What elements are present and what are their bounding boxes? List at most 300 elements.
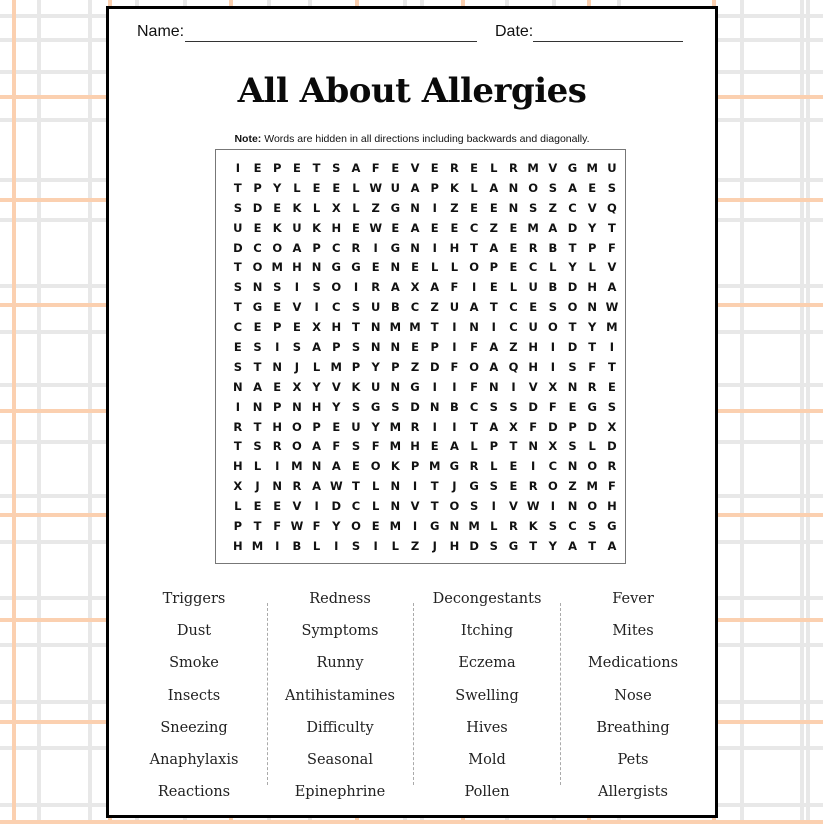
grid-letter[interactable]: O (587, 459, 598, 474)
grid-letter[interactable]: C (332, 300, 341, 315)
grid-letter[interactable]: S (391, 399, 400, 414)
grid-letter[interactable]: I (491, 320, 496, 335)
grid-letter[interactable]: X (331, 200, 341, 215)
grid-letter[interactable]: N (311, 459, 322, 474)
grid-letter[interactable]: E (489, 280, 498, 295)
grid-letter[interactable]: U (390, 180, 401, 195)
grid-letter[interactable]: V (528, 379, 538, 394)
grid-letter[interactable]: S (568, 359, 577, 374)
grid-letter[interactable]: K (312, 220, 322, 235)
grid-letter[interactable]: F (332, 439, 341, 454)
grid-letter[interactable]: E (411, 339, 419, 354)
grid-letter[interactable]: N (272, 359, 283, 374)
grid-letter[interactable]: O (370, 459, 381, 474)
grid-letter[interactable]: I (491, 499, 496, 514)
grid-letter[interactable]: O (331, 280, 342, 295)
grid-letter[interactable]: E (509, 240, 518, 255)
grid-letter[interactable]: S (529, 200, 538, 215)
grid-letter[interactable]: O (449, 499, 460, 514)
grid-letter[interactable]: A (548, 220, 558, 235)
grid-letter[interactable]: N (252, 280, 263, 295)
grid-letter[interactable]: M (428, 459, 441, 474)
grid-letter[interactable]: F (371, 439, 380, 454)
grid-letter[interactable]: A (607, 538, 617, 553)
grid-letter[interactable]: K (272, 220, 282, 235)
grid-letter[interactable]: O (469, 359, 479, 374)
grid-letter[interactable]: A (449, 439, 459, 454)
grid-letter[interactable]: H (587, 280, 598, 295)
grid-letter[interactable]: I (235, 399, 240, 414)
grid-letter[interactable]: F (529, 419, 538, 434)
grid-letter[interactable]: N (311, 260, 322, 275)
grid-letter[interactable]: N (233, 379, 243, 394)
grid-letter[interactable]: S (233, 280, 242, 295)
grid-letter[interactable]: U (528, 320, 538, 335)
grid-letter[interactable]: K (292, 200, 302, 215)
grid-letter[interactable]: O (547, 320, 558, 335)
grid-letter[interactable]: L (352, 200, 360, 215)
grid-letter[interactable]: A (489, 419, 499, 434)
grid-letter[interactable]: T (352, 479, 360, 494)
grid-letter[interactable]: I (432, 240, 437, 255)
grid-letter[interactable]: T (430, 499, 439, 514)
grid-letter[interactable]: E (292, 160, 301, 175)
grid-letter[interactable]: F (450, 280, 459, 295)
grid-letter[interactable]: E (430, 160, 439, 175)
grid-letter[interactable]: B (450, 399, 459, 414)
grid-letter[interactable]: P (391, 359, 400, 374)
grid-letter[interactable]: F (588, 359, 597, 374)
grid-letter[interactable]: P (233, 518, 243, 533)
grid-letter[interactable]: L (352, 180, 360, 195)
grid-letter[interactable]: Z (371, 200, 380, 215)
grid-letter[interactable]: M (271, 260, 283, 275)
grid-letter[interactable]: M (409, 320, 421, 335)
grid-letter[interactable]: C (568, 518, 577, 533)
grid-letter[interactable]: T (470, 240, 479, 255)
grid-letter[interactable]: A (292, 240, 302, 255)
grid-letter[interactable]: I (235, 160, 240, 175)
grid-letter[interactable]: T (529, 538, 538, 553)
grid-letter[interactable]: N (449, 518, 460, 533)
grid-letter[interactable]: B (548, 280, 558, 295)
grid-letter[interactable]: Y (588, 320, 597, 335)
grid-letter[interactable]: X (548, 379, 558, 394)
grid-letter[interactable]: E (253, 320, 262, 335)
grid-letter[interactable]: E (273, 379, 282, 394)
grid-letter[interactable]: S (568, 439, 577, 454)
grid-letter[interactable]: A (410, 180, 420, 195)
grid-letter[interactable]: T (588, 538, 597, 553)
grid-letter[interactable]: S (233, 359, 242, 374)
grid-letter[interactable]: L (490, 518, 498, 533)
grid-letter[interactable]: N (390, 379, 401, 394)
grid-letter[interactable]: C (469, 399, 479, 414)
grid-letter[interactable]: R (528, 479, 538, 494)
grid-letter[interactable]: R (371, 280, 381, 295)
grid-letter[interactable]: N (567, 499, 578, 514)
grid-letter[interactable]: E (233, 339, 242, 354)
grid-letter[interactable]: A (430, 280, 440, 295)
grid-letter[interactable]: C (410, 300, 420, 315)
grid-letter[interactable]: E (352, 459, 360, 474)
grid-letter[interactable]: F (607, 479, 616, 494)
grid-letter[interactable]: P (273, 399, 282, 414)
grid-letter[interactable]: V (548, 160, 558, 175)
grid-letter[interactable]: Z (568, 479, 577, 494)
grid-letter[interactable]: I (314, 300, 319, 315)
grid-letter[interactable]: R (469, 459, 479, 474)
grid-letter[interactable]: X (410, 280, 420, 295)
grid-letter[interactable]: N (252, 399, 263, 414)
grid-letter[interactable]: L (470, 439, 478, 454)
grid-letter[interactable]: S (489, 538, 498, 553)
grid-letter[interactable]: N (390, 499, 401, 514)
grid-letter[interactable]: L (312, 538, 321, 553)
grid-letter[interactable]: D (567, 339, 578, 354)
grid-letter[interactable]: E (588, 180, 597, 195)
grid-letter[interactable]: L (312, 359, 321, 374)
grid-letter[interactable]: I (452, 320, 457, 335)
grid-letter[interactable]: I (452, 339, 457, 354)
grid-letter[interactable]: U (233, 220, 243, 235)
grid-letter[interactable]: E (312, 180, 321, 195)
grid-letter[interactable]: Q (508, 359, 519, 374)
grid-letter[interactable]: C (233, 320, 243, 335)
grid-letter[interactable]: V (587, 200, 597, 215)
grid-letter[interactable]: K (390, 459, 400, 474)
grid-letter[interactable]: E (371, 518, 380, 533)
grid-letter[interactable]: T (312, 160, 321, 175)
grid-letter[interactable]: I (373, 538, 378, 553)
grid-letter[interactable]: S (332, 160, 341, 175)
grid-letter[interactable]: H (607, 499, 617, 514)
grid-letter[interactable]: R (449, 160, 459, 175)
grid-letter[interactable]: O (469, 260, 479, 275)
grid-letter[interactable]: H (410, 439, 420, 454)
grid-letter[interactable]: P (273, 160, 282, 175)
grid-letter[interactable]: C (253, 240, 262, 255)
grid-letter[interactable]: T (588, 339, 597, 354)
grid-letter[interactable]: J (294, 359, 300, 374)
grid-letter[interactable]: V (509, 499, 518, 514)
grid-letter[interactable]: G (370, 399, 381, 414)
grid-letter[interactable]: A (607, 280, 617, 295)
grid-letter[interactable]: D (607, 439, 617, 454)
grid-letter[interactable]: A (489, 359, 499, 374)
grid-letter[interactable]: I (373, 240, 378, 255)
grid-letter[interactable]: T (607, 359, 616, 374)
grid-letter[interactable]: S (489, 479, 498, 494)
grid-letter[interactable]: H (528, 339, 538, 354)
grid-letter[interactable]: H (528, 359, 538, 374)
grid-letter[interactable]: L (371, 499, 380, 514)
grid-letter[interactable]: P (568, 419, 577, 434)
grid-letter[interactable]: T (253, 419, 262, 434)
grid-letter[interactable]: N (370, 339, 381, 354)
grid-letter[interactable]: R (509, 160, 518, 175)
grid-letter[interactable]: E (607, 379, 616, 394)
grid-letter[interactable]: T (253, 518, 262, 533)
grid-letter[interactable]: T (607, 220, 616, 235)
grid-letter[interactable]: F (273, 518, 282, 533)
grid-letter[interactable]: G (410, 379, 420, 394)
grid-letter[interactable]: F (371, 160, 380, 175)
grid-letter[interactable]: D (252, 200, 263, 215)
grid-letter[interactable]: L (253, 459, 262, 474)
grid-letter[interactable]: A (410, 220, 420, 235)
grid-letter[interactable]: N (370, 320, 381, 335)
grid-letter[interactable]: S (509, 399, 518, 414)
grid-letter[interactable]: M (527, 220, 539, 235)
grid-letter[interactable]: B (390, 300, 400, 315)
grid-letter[interactable]: L (293, 180, 301, 195)
grid-letter[interactable]: Y (371, 419, 380, 434)
grid-letter[interactable]: S (548, 300, 557, 315)
grid-letter[interactable]: M (291, 459, 303, 474)
grid-letter[interactable]: G (331, 260, 341, 275)
grid-letter[interactable]: V (292, 499, 302, 514)
grid-letter[interactable]: L (450, 260, 459, 275)
grid-letter[interactable]: M (527, 160, 539, 175)
grid-letter[interactable]: T (233, 300, 242, 315)
grid-letter[interactable]: T (233, 180, 242, 195)
grid-letter[interactable]: I (550, 499, 555, 514)
grid-letter[interactable]: E (489, 200, 498, 215)
grid-letter[interactable]: X (233, 479, 243, 494)
grid-letter[interactable]: Z (489, 220, 498, 235)
grid-letter[interactable]: F (548, 399, 557, 414)
grid-letter[interactable]: W (290, 518, 304, 533)
grid-letter[interactable]: H (233, 459, 243, 474)
grid-letter[interactable]: F (607, 240, 616, 255)
grid-letter[interactable]: E (332, 419, 341, 434)
grid-letter[interactable]: G (607, 518, 617, 533)
grid-letter[interactable]: P (351, 359, 361, 374)
grid-letter[interactable]: E (509, 459, 518, 474)
grid-letter[interactable]: S (253, 439, 262, 454)
grid-letter[interactable]: A (390, 280, 400, 295)
grid-letter[interactable]: N (429, 399, 440, 414)
grid-letter[interactable]: T (430, 320, 439, 335)
grid-letter[interactable]: R (351, 240, 361, 255)
grid-letter[interactable]: E (509, 260, 518, 275)
grid-letter[interactable]: R (528, 240, 538, 255)
grid-letter[interactable]: A (489, 339, 499, 354)
grid-letter[interactable]: D (587, 419, 597, 434)
grid-letter[interactable]: I (275, 459, 280, 474)
grid-letter[interactable]: S (548, 518, 557, 533)
grid-letter[interactable]: D (410, 399, 420, 414)
grid-letter[interactable]: P (410, 459, 420, 474)
grid-letter[interactable]: N (587, 300, 598, 315)
grid-letter[interactable]: H (292, 260, 302, 275)
grid-letter[interactable]: E (253, 220, 262, 235)
grid-letter[interactable]: M (330, 359, 342, 374)
grid-letter[interactable]: I (432, 200, 437, 215)
grid-letter[interactable]: V (607, 260, 617, 275)
grid-letter[interactable]: D (233, 240, 243, 255)
grid-letter[interactable]: O (587, 499, 598, 514)
grid-letter[interactable]: Y (568, 260, 577, 275)
grid-letter[interactable]: J (452, 479, 457, 494)
grid-letter[interactable]: Y (548, 538, 557, 553)
grid-letter[interactable]: N (410, 240, 420, 255)
grid-letter[interactable]: X (548, 439, 558, 454)
date-field-line[interactable] (533, 41, 683, 42)
grid-letter[interactable]: D (548, 419, 558, 434)
grid-letter[interactable]: Z (410, 359, 420, 374)
grid-letter[interactable]: S (351, 339, 361, 354)
grid-letter[interactable]: O (528, 180, 539, 195)
grid-letter[interactable]: C (548, 459, 558, 474)
grid-letter[interactable]: I (432, 379, 437, 394)
grid-letter[interactable]: L (588, 439, 596, 454)
grid-letter[interactable]: U (449, 300, 460, 315)
grid-letter[interactable]: L (234, 499, 242, 514)
grid-letter[interactable]: S (351, 399, 361, 414)
grid-letter[interactable]: E (411, 260, 419, 275)
grid-letter[interactable]: E (391, 160, 400, 175)
grid-letter[interactable]: A (568, 538, 577, 553)
grid-letter[interactable]: Q (607, 200, 617, 215)
grid-letter[interactable]: S (607, 399, 617, 414)
grid-letter[interactable]: G (449, 459, 460, 474)
grid-letter[interactable]: D (331, 499, 342, 514)
grid-letter[interactable]: U (370, 379, 381, 394)
grid-letter[interactable]: W (605, 300, 619, 315)
grid-letter[interactable]: A (489, 240, 499, 255)
grid-letter[interactable]: P (253, 180, 262, 195)
grid-letter[interactable]: G (469, 479, 479, 494)
grid-letter[interactable]: X (607, 419, 617, 434)
grid-letter[interactable]: W (526, 499, 540, 514)
grid-letter[interactable]: W (329, 479, 343, 494)
grid-letter[interactable]: E (568, 399, 577, 414)
grid-letter[interactable]: P (430, 339, 439, 354)
grid-letter[interactable]: X (509, 419, 518, 434)
grid-letter[interactable]: N (567, 459, 578, 474)
grid-letter[interactable]: D (567, 280, 578, 295)
grid-letter[interactable]: T (509, 439, 518, 454)
grid-letter[interactable]: Y (332, 399, 341, 414)
grid-letter[interactable]: X (292, 379, 302, 394)
grid-letter[interactable]: C (568, 200, 577, 215)
grid-letter[interactable]: I (550, 339, 555, 354)
grid-letter[interactable]: E (253, 160, 262, 175)
grid-letter[interactable]: E (371, 260, 380, 275)
grid-letter[interactable]: M (251, 538, 264, 553)
grid-letter[interactable]: V (331, 379, 341, 394)
grid-letter[interactable]: E (509, 479, 518, 494)
grid-letter[interactable]: D (429, 359, 440, 374)
grid-letter[interactable]: N (272, 479, 283, 494)
grid-letter[interactable]: D (528, 399, 538, 414)
grid-letter[interactable]: Y (332, 518, 341, 533)
grid-letter[interactable]: P (489, 260, 498, 275)
grid-letter[interactable]: R (292, 479, 302, 494)
grid-letter[interactable]: G (508, 538, 519, 553)
grid-letter[interactable]: U (607, 160, 617, 175)
grid-letter[interactable]: Z (509, 339, 518, 354)
grid-letter[interactable]: O (351, 518, 361, 533)
grid-letter[interactable]: S (233, 200, 242, 215)
grid-letter[interactable]: F (470, 379, 479, 394)
grid-letter[interactable]: C (332, 240, 341, 255)
grid-letter[interactable]: M (389, 518, 402, 533)
grid-letter[interactable]: A (351, 160, 361, 175)
grid-letter[interactable]: Z (548, 200, 558, 215)
grid-letter[interactable]: R (587, 379, 597, 394)
grid-letter[interactable]: I (412, 479, 418, 494)
grid-letter[interactable]: S (489, 399, 498, 414)
grid-letter[interactable]: M (389, 419, 402, 434)
grid-letter[interactable]: P (430, 180, 439, 195)
grid-letter[interactable]: S (469, 499, 479, 514)
grid-letter[interactable]: U (351, 419, 361, 434)
grid-letter[interactable]: E (253, 499, 262, 514)
grid-letter[interactable]: R (233, 419, 243, 434)
grid-letter[interactable]: E (332, 180, 341, 195)
grid-letter[interactable]: H (233, 538, 243, 553)
grid-letter[interactable]: N (508, 180, 519, 195)
grid-letter[interactable]: Y (273, 180, 282, 195)
grid-letter[interactable]: N (488, 379, 499, 394)
grid-letter[interactable]: L (312, 200, 321, 215)
grid-letter[interactable]: Z (430, 300, 439, 315)
grid-letter[interactable]: O (292, 439, 302, 454)
grid-letter[interactable]: K (351, 379, 361, 394)
grid-letter[interactable]: E (430, 439, 439, 454)
grid-letter[interactable]: S (607, 180, 617, 195)
grid-letter[interactable]: O (292, 419, 302, 434)
grid-letter[interactable]: A (331, 459, 341, 474)
grid-letter[interactable]: T (470, 419, 479, 434)
grid-letter[interactable]: D (469, 538, 479, 553)
grid-letter[interactable]: H (272, 419, 283, 434)
grid-letter[interactable]: C (351, 499, 361, 514)
grid-letter[interactable]: L (431, 260, 439, 275)
grid-letter[interactable]: T (253, 359, 262, 374)
grid-letter[interactable]: I (353, 280, 359, 295)
grid-letter[interactable]: G (567, 160, 578, 175)
grid-letter[interactable]: G (252, 300, 263, 315)
grid-letter[interactable]: G (429, 518, 440, 533)
grid-letter[interactable]: W (369, 180, 382, 195)
grid-letter[interactable]: I (314, 499, 319, 514)
grid-letter[interactable]: G (587, 399, 597, 414)
grid-letter[interactable]: Z (450, 200, 459, 215)
grid-letter[interactable]: M (468, 518, 480, 533)
grid-letter[interactable]: S (351, 439, 361, 454)
grid-letter[interactable]: T (568, 240, 577, 255)
grid-letter[interactable]: H (449, 240, 460, 255)
grid-letter[interactable]: Z (410, 538, 420, 553)
grid-letter[interactable]: U (528, 280, 538, 295)
grid-letter[interactable]: H (331, 320, 342, 335)
grid-letter[interactable]: K (449, 180, 459, 195)
grid-letter[interactable]: H (311, 399, 322, 414)
grid-letter[interactable]: I (275, 538, 280, 553)
grid-letter[interactable]: C (469, 220, 479, 235)
grid-letter[interactable]: T (430, 479, 439, 494)
grid-letter[interactable]: R (410, 419, 420, 434)
grid-letter[interactable]: U (292, 220, 302, 235)
grid-letter[interactable]: A (253, 379, 262, 394)
grid-letter[interactable]: L (391, 538, 399, 553)
grid-letter[interactable]: R (509, 518, 518, 533)
grid-letter[interactable]: J (255, 479, 260, 494)
